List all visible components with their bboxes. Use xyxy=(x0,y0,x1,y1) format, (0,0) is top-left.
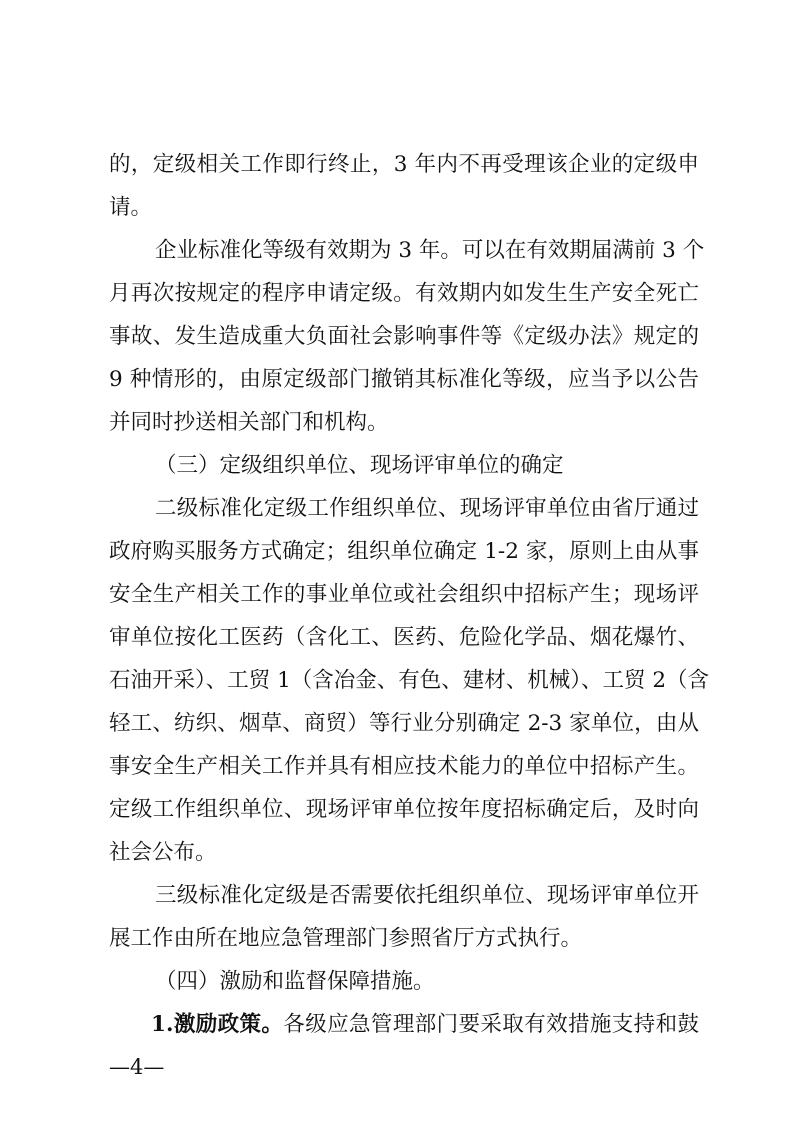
paragraph-line: 政府购买服务方式确定；组织单位确定 1-2 家，原则上由从事 xyxy=(109,539,699,564)
paragraph-line: 定级工作组织单位、现场评审单位按年度招标确定后，及时向 xyxy=(109,797,699,822)
paragraph-line: 月再次按规定的程序申请定级。有效期内如发生生产安全死亡 xyxy=(109,281,699,306)
paragraph-line: 社会公布。 xyxy=(109,840,217,865)
paragraph-line: 石油开采）、工贸 1（含冶金、有色、建材、机械）、工贸 2（含 xyxy=(109,668,710,693)
lead-rest: 各级应急管理部门要采取有效措施支持和鼓 xyxy=(283,1012,699,1037)
paragraph-line: 事安全生产相关工作并具有相应技术能力的单位中招标产生。 xyxy=(109,754,699,779)
section-heading: （四）激励和监督保障措施。 xyxy=(155,969,435,994)
paragraph-line: 轻工、纺织、烟草、商贸）等行业分别确定 2-3 家单位，由从 xyxy=(109,711,699,736)
paragraph-line: 展工作由所在地应急管理部门参照省厅方式执行。 xyxy=(109,926,583,951)
paragraph-line: 安全生产相关工作的事业单位或社会组织中招标产生；现场评 xyxy=(109,582,699,607)
paragraph-line: 的，定级相关工作即行终止，3 年内不再受理该企业的定级申 xyxy=(109,152,699,177)
section-heading: （三）定级组织单位、现场评审单位的确定 xyxy=(155,453,564,478)
paragraph-line: 审单位按化工医药（含化工、医药、危险化学品、烟花爆竹、 xyxy=(109,625,699,650)
paragraph-line: 二级标准化定级工作组织单位、现场评审单位由省厅通过 xyxy=(155,496,699,521)
paragraph-line xyxy=(151,1010,699,1040)
paragraph-line: 请。 xyxy=(109,195,153,220)
bold-lead: 1.激励政策。 xyxy=(151,1012,284,1037)
paragraph-line: 事故、发生造成重大负面社会影响事件等《定级办法》规定的 xyxy=(109,324,699,349)
paragraph-line: 企业标准化等级有效期为 3 年。可以在有效期届满前 3 个 xyxy=(155,238,705,263)
paragraph-line: 并同时抄送相关部门和机构。 xyxy=(109,410,389,435)
paragraph-line: 9 种情形的，由原定级部门撤销其标准化等级，应当予以公告 xyxy=(109,367,699,392)
paragraph-line: 三级标准化定级是否需要依托组织单位、现场评审单位开 xyxy=(155,883,699,908)
page-number: —4— xyxy=(109,1055,165,1079)
